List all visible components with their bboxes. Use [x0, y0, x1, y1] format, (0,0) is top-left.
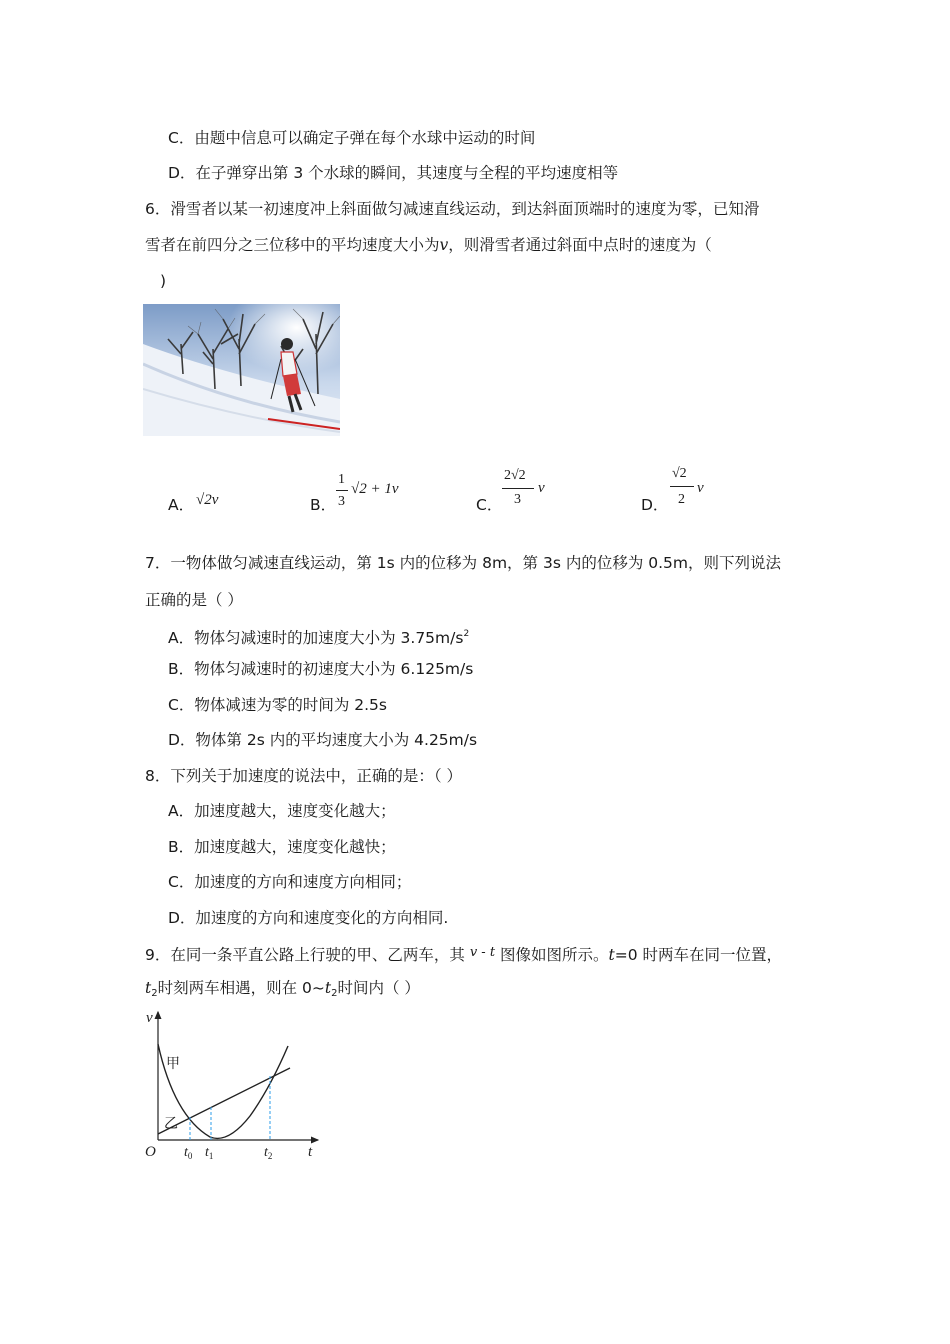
q6-option-c-tail: v: [538, 480, 545, 496]
q9-variable-t: t: [608, 946, 615, 964]
q6-option-d-tail: v: [697, 480, 704, 496]
q6-option-b-label: B．: [310, 496, 337, 514]
q7-option-b: B．物体匀减速时的初速度大小为 6.125m/s: [168, 660, 474, 678]
q6-option-d-num: √2: [672, 466, 687, 481]
q9-subscript-2-b: 2: [331, 988, 338, 999]
q6-option-b-tail: √2 + 1v: [351, 481, 399, 497]
skier-photo: [143, 304, 340, 436]
q6-stem-line1: 6．滑雪者以某一初速度冲上斜面做匀减速直线运动，到达斜面顶端时的速度为零，已知滑: [145, 200, 760, 218]
q6-option-a-expr: √2v: [196, 492, 219, 508]
q6-option-c-num: 2√2: [504, 468, 526, 483]
q6-stem-line3: ): [160, 272, 167, 290]
q6-stem-text: 雪者在前四分之三位移中的平均速度大小为: [145, 236, 440, 254]
q6-option-b-num: 1: [338, 472, 345, 487]
y-axis-label: v: [146, 1010, 153, 1026]
q6-stem-text-end: ，则滑雪者通过斜面中点时的速度为（: [448, 236, 712, 254]
q6-option-a-label: A．: [168, 496, 195, 514]
q9-stem-text-5: 时间内（ ）: [337, 979, 420, 997]
q7-stem-line1: 7．一物体做匀减速直线运动，第 1s 内的位移为 8m，第 3s 内的位移为 0.5m，则下列说法: [145, 554, 782, 572]
q6-option-c-fraction-bar: [502, 488, 534, 489]
q8-stem: 8．下列关于加速度的说法中，正确的是：（ ）: [145, 767, 463, 785]
q6-option-d-label: D．: [641, 496, 669, 514]
vt-graph: [138, 1006, 328, 1166]
curve-label-jia: 甲: [166, 1056, 180, 1072]
line-label-yi: 乙: [164, 1116, 178, 1132]
q9-stem-line1: [145, 943, 782, 965]
q6-option-b-den: 3: [338, 494, 345, 509]
q6-option-c-label: C．: [476, 496, 503, 514]
tick-t0: $t_0$: [184, 1145, 193, 1161]
q8-option-c: C．加速度的方向和速度方向相同；: [168, 873, 412, 891]
q9-stem-text-4: 时刻两车相遇，则在 0~: [157, 979, 325, 997]
q9-variable-t2-b: t: [324, 979, 332, 997]
x-axis-label: t: [308, 1144, 313, 1160]
q7-option-a-text: A．物体匀减速时的加速度大小为 3.75m/s: [168, 629, 464, 647]
tick-t1: $t_1$: [205, 1145, 214, 1161]
q9-stem-text-3: =0 时两车在同一位置，: [614, 946, 783, 964]
q9-stem-text-2: 图像如图所示。: [499, 946, 609, 964]
q7-option-a-superscript: 2: [463, 629, 470, 639]
q7-stem-line2: 正确的是（ ）: [145, 591, 243, 609]
origin-label: O: [145, 1144, 156, 1160]
q5-option-d: D．在子弹穿出第 3 个水球的瞬间，其速度与全程的平均速度相等: [168, 164, 619, 182]
q8-option-a: A．加速度越大，速度变化越大；: [168, 802, 396, 820]
tick-t2: $t_2$: [264, 1145, 273, 1161]
q9-subscript-2: 2: [151, 988, 158, 999]
q6-option-d-den: 2: [678, 492, 685, 507]
q9-stem-line2: [145, 978, 420, 1004]
q7-option-a: [168, 624, 469, 648]
q6-option-d-fraction-bar: [670, 486, 694, 487]
q8-option-b: B．加速度越大，速度变化越快；: [168, 838, 396, 856]
q6-option-b-fraction-bar: [336, 490, 348, 491]
q6-option-c-den: 3: [514, 492, 521, 507]
q9-stem-text: 9．在同一条平直公路上行驶的甲、乙两车，其: [145, 946, 465, 964]
q9-variable-t2: t: [145, 979, 152, 997]
q6-stem-line2: [145, 235, 712, 255]
q6-variable-v: v: [439, 236, 449, 254]
q8-option-d: D．加速度的方向和速度变化的方向相同.: [168, 909, 449, 927]
q5-option-c: C．由题中信息可以确定子弹在每个水球中运动的时间: [168, 129, 536, 147]
q7-option-d: D．物体第 2s 内的平均速度大小为 4.25m/s: [168, 731, 478, 749]
q9-vt-label: v - t: [469, 945, 496, 960]
q7-option-c: C．物体减速为零的时间为 2.5s: [168, 696, 387, 714]
